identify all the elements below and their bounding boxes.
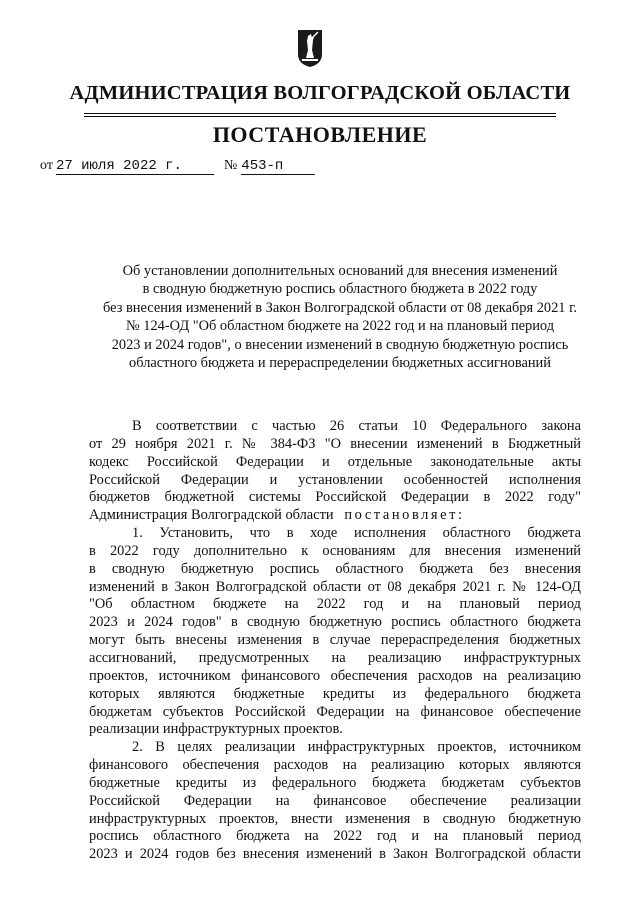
body-line: кодекс Российской Федерации и отдельные законодательные акты	[89, 453, 581, 470]
body-line: в 2022 году дополнительно к основаниям для внесения изменений	[89, 542, 581, 559]
body-line: реализации инфраструктурных проектов.	[89, 721, 343, 738]
document-type: ПОСТАНОВЛЕНИЕ	[212, 122, 428, 147]
date-label: от	[40, 158, 53, 173]
volgograd-emblem-icon	[296, 28, 324, 68]
body-line-text: Администрация Волгоградской области	[89, 507, 334, 524]
date-number-line	[40, 158, 315, 175]
organization-name: АДМИНИСТРАЦИЯ ВОЛГОГРАДСКОЙ ОБЛАСТИ	[69, 82, 571, 104]
document-number: 453-п	[241, 159, 315, 175]
body-line: от 29 ноября 2021 г. № 384-ФЗ "О внесении изменений в Бюджетный	[89, 435, 581, 452]
body-line	[89, 507, 581, 525]
body-line: В соответствии с частью 26 статьи 10 Федерального закона	[132, 418, 581, 434]
body-line: финансового обеспечения расходов на реализацию которых являются	[89, 757, 581, 774]
header-rule	[84, 113, 556, 114]
body-line: могут быть внесены изменения в случае перераспределения бюджетных	[89, 632, 581, 649]
title-line: без внесения изменений в Закон Волгоградской области от 08 декабря 2021 г.	[103, 299, 577, 316]
title-line: областного бюджета и перераспределении бюджетных ассигнований	[129, 355, 551, 372]
body-line: 2. В целях реализации инфраструктурных проектов, источником	[132, 739, 581, 756]
body-line: бюджетные кредиты из федерального бюджета бюджетам субъектов	[89, 774, 581, 791]
body-line: в сводную бюджетную роспись областного бюджета без внесения	[89, 560, 581, 577]
body-line: бюджетам субъектов Российской Федерации на финансовое обеспечение	[89, 703, 581, 720]
body-line: роспись областного бюджета на 2022 год и на плановый период	[89, 828, 581, 845]
body-line: инфраструктурных проектов, внести изменения в сводную бюджетную	[89, 810, 581, 827]
title-line: № 124-ОД "Об областном бюджете на 2022 год и на плановый период	[125, 318, 555, 335]
decree-word: постановляет:	[344, 507, 465, 524]
body-line: Российской Федерации на финансовое обеспечение реализации	[89, 792, 581, 809]
title-line: Об установлении дополнительных оснований для внесения изменений	[122, 263, 558, 279]
number-label: №	[223, 158, 238, 173]
body-line: изменений в Закон Волгоградской области от 08 декабря 2021 г. № 124-ОД	[89, 578, 581, 595]
document-body	[89, 418, 581, 864]
body-line: 2023 и 2024 годов без внесения изменений в Закон Волгоградской области	[89, 846, 581, 863]
body-line: ассигнований, предусмотренных на реализацию инфраструктурных	[89, 649, 581, 666]
body-line: бюджетов бюджетной системы Российской Федерации в 2022 году"	[89, 489, 581, 506]
title-line: 2023 и 2024 годов", о внесении изменений в сводную бюджетную роспись	[111, 336, 569, 353]
body-line: проектов, источником финансового обеспечения расходов на реализацию	[89, 667, 581, 684]
body-line: 1. Установить, что в ходе исполнения областного бюджета	[132, 525, 581, 542]
header-rule-thin	[84, 116, 556, 117]
body-line: Российской Федерации и установлении особенностей исполнения	[89, 471, 581, 488]
document-date: 27 июля 2022 г.	[56, 159, 214, 175]
title-line: в сводную бюджетную роспись областного бюджета в 2022 году	[142, 281, 538, 298]
document-title	[84, 262, 596, 372]
body-line: 2023 и 2024 годов" в сводную бюджетную роспись областного бюджета	[89, 614, 581, 631]
body-line: "Об областном бюджете на 2022 год и на плановый период	[89, 596, 581, 613]
body-line: которых являются бюджетные кредиты из федерального бюджета	[89, 685, 581, 702]
